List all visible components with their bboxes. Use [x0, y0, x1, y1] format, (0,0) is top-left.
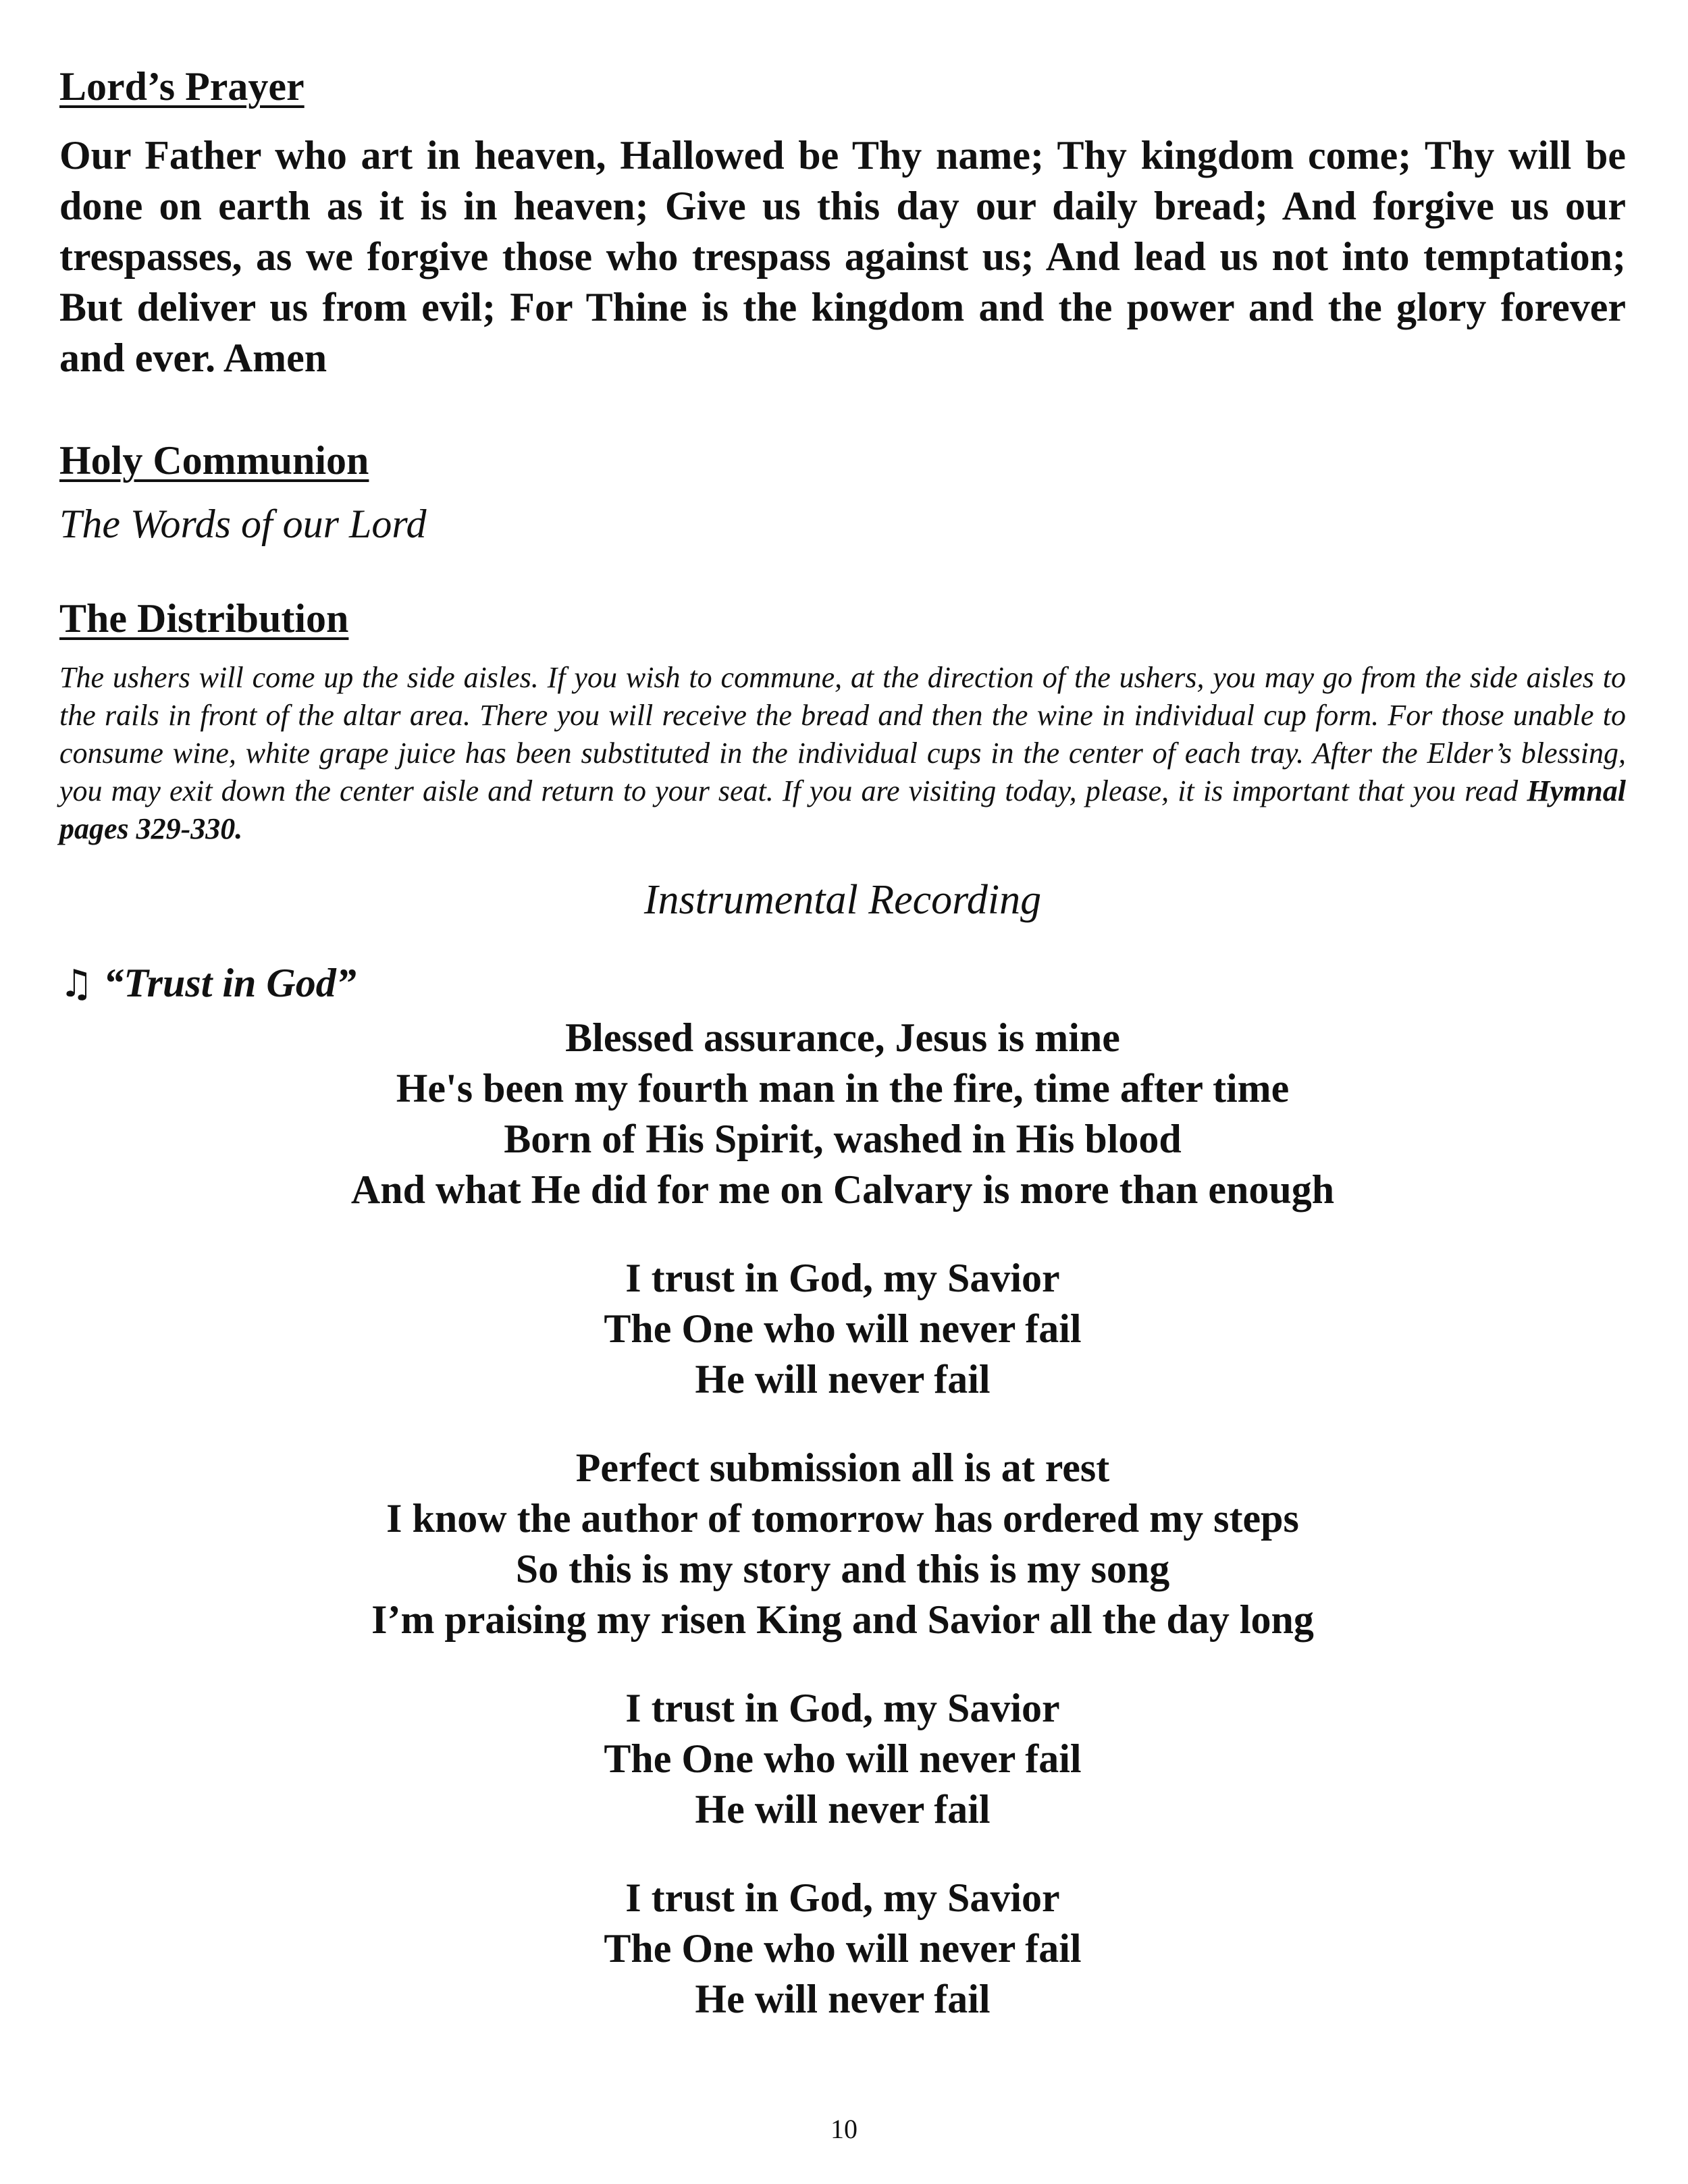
holy-communion-heading: Holy Communion [59, 438, 369, 483]
lords-prayer-text: Our Father who art in heaven, Hallowed be Thy name; Thy kingdom come; Thy will be done on earth as it is in heaven; Give us this day our daily bread; And forgive us our trespasses, as we forgive those who trespass against us; And lead us not into temptation; But deliver us from evil; For Thine is the kingdom and the power and the glory forever and ever. Amen [59, 133, 1626, 380]
lyric-line: He will never fail [695, 1787, 991, 1832]
distribution-heading: The Distribution [59, 596, 349, 641]
lyric-line: He will never fail [695, 1357, 991, 1402]
distribution-instructions [59, 659, 1626, 848]
lyric-line: He will never fail [695, 1977, 991, 2021]
lyric-line: I trust in God, my Savior [625, 1256, 1060, 1300]
lyric-line: I trust in God, my Savior [625, 1686, 1060, 1730]
lyric-line: The One who will never fail [604, 1926, 1082, 1971]
lyric-line: The One who will never fail [604, 1736, 1082, 1781]
chorus [59, 1873, 1626, 2025]
lyric-line: He's been my fourth man in the fire, time after time [396, 1066, 1290, 1111]
hymnal-pages-reference: Hymnal pages 329-330. [59, 774, 1626, 845]
lyric-line: Perfect submission all is at rest [575, 1445, 1110, 1490]
verse [59, 1443, 1626, 1645]
lyric-line: Born of His Spirit, washed in His blood [504, 1117, 1182, 1161]
words-of-our-lord: The Words of our Lord [59, 502, 427, 546]
chorus [59, 1683, 1626, 1835]
lyric-line: Blessed assurance, Jesus is mine [565, 1015, 1120, 1060]
chorus [59, 1253, 1626, 1405]
song-lyrics [59, 1013, 1626, 2062]
lords-prayer-heading: Lord’s Prayer [59, 64, 305, 109]
page-number: 10 [830, 2114, 858, 2144]
lyric-line: I know the author of tomorrow has ordered my steps [386, 1496, 1299, 1541]
song-title-text: “Trust in God” [103, 961, 357, 1005]
song-title [59, 959, 357, 1009]
music-note-icon: ♫ [59, 962, 94, 1006]
lyric-line: I’m praising my risen King and Savior all the day long [371, 1597, 1314, 1642]
instrumental-recording-label: Instrumental Recording [643, 877, 1042, 923]
lyric-line: The One who will never fail [604, 1306, 1082, 1351]
lyric-line: I trust in God, my Savior [625, 1875, 1060, 1920]
lyric-line: And what He did for me on Calvary is more than enough [350, 1167, 1335, 1212]
verse [59, 1013, 1626, 1215]
lyric-line: So this is my story and this is my song [515, 1547, 1170, 1591]
distribution-instructions-text: The ushers will come up the side aisles. If you wish to commune, at the direction of the ushers, you may go from the side aisles to the rails in front of the altar area. There you will receive the bread and then the wine in individual cup form. For those unable to consume wine, white grape juice has been substituted in the individual cups in the center of each tray. After the Elder’s blessing, you may exit down the center aisle and return to your seat. If you are visiting today, please, it is important that you read [59, 661, 1626, 807]
